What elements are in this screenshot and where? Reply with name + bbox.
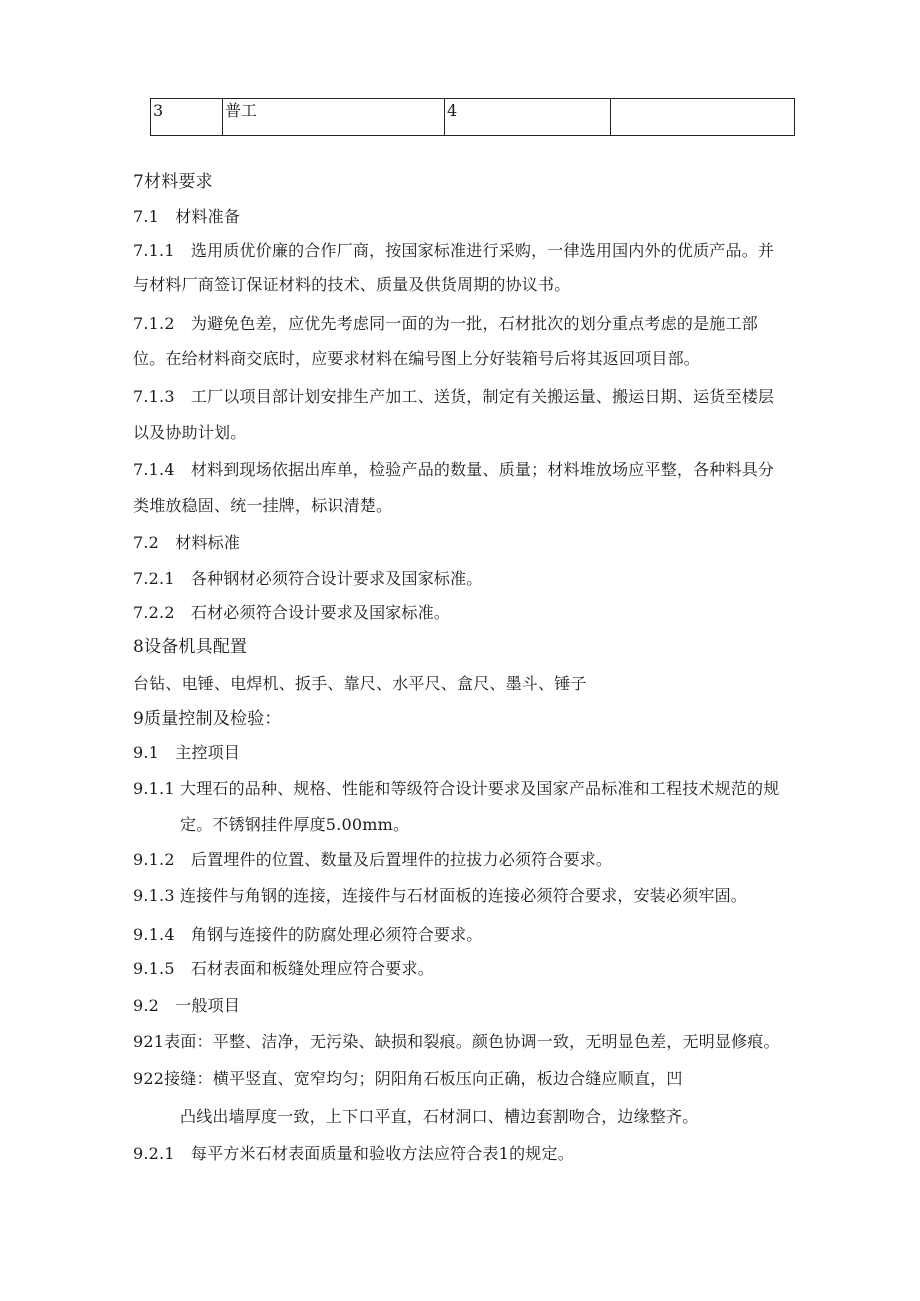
section-9-title: 9质量控制及检验： [133, 709, 282, 729]
table-cell-index: 3 [151, 99, 223, 136]
section-9-2-heading: 9.2 一般项目 [133, 996, 241, 1015]
table-cell-worker-type: 普工 [223, 99, 445, 136]
para-7-1-3-line2: 以及协助计划。 [133, 423, 247, 442]
para-7-1-4-line1: 7.1.4 材料到现场依据出库单，检验产品的数量、质量；材料堆放场应平整，各种料具分 [133, 460, 775, 479]
para-9-1-4: 9.1.4 角钢与连接件的防腐处理必须符合要求。 [133, 925, 483, 944]
para-7-1-1-line2: 与材料厂商签订保证材料的技术、质量及供货周期的协议书。 [133, 275, 571, 294]
para-7-1-3-line1: 7.1.3 工厂以项目部计划安排生产加工、送货，制定有关搬运量、搬运日期、运货至楼层 [133, 387, 775, 406]
para-7-1-4-line2: 类堆放稳固、统一挂牌，标识清楚。 [133, 496, 393, 515]
para-9-2-joints-line1: 922接缝：横平竖直、宽窄均匀；阴阳角石板压向正确，板边合缝应顺直，凹 [133, 1069, 683, 1088]
para-7-2-1: 7.2.1 各种钢材必须符合设计要求及国家标准。 [133, 569, 483, 588]
para-7-1-2-line1: 7.1.2 为避免色差，应优先考虑同一面的为一批，石材批次的划分重点考虑的是施工部 [133, 314, 758, 333]
para-7-2-2: 7.2.2 石材必须符合设计要求及国家标准。 [133, 603, 451, 622]
table-row [151, 99, 795, 136]
para-9-1-1-line1: 9.1.1 大理石的品种、规格、性能和等级符合设计要求及国家产品标准和工程技术规范的规 [133, 779, 780, 798]
para-9-2-1: 9.2.1 每平方米石材表面质量和验收方法应符合表1的规定。 [133, 1144, 574, 1163]
table-cell-remark [611, 99, 795, 136]
para-9-1-3: 9.1.3 连接件与角钢的连接，连接件与石材面板的连接必须符合要求，安装必须牢固。 [133, 886, 747, 905]
para-9-1-2: 9.1.2 后置埋件的位置、数量及后置埋件的拉拔力必须符合要求。 [133, 850, 613, 869]
table-cell-count: 4 [445, 99, 611, 136]
tools-list: 台钻、电锤、电焊机、扳手、靠尺、水平尺、盒尺、墨斗、锤子 [133, 674, 587, 693]
section-8-title: 8设备机具配置 [133, 637, 248, 657]
section-7-2-heading: 7.2 材料标准 [133, 533, 241, 552]
section-7-1-heading: 7.1 材料准备 [133, 207, 241, 226]
para-9-2-joints-line2: 凸线出墙厚度一致，上下口平直，石材洞口、槽边套割吻合，边缘整齐。 [180, 1107, 699, 1126]
para-9-1-5: 9.1.5 石材表面和板缝处理应符合要求。 [133, 959, 434, 978]
section-7-title: 7材料要求 [133, 172, 213, 192]
para-7-1-1-line1: 7.1.1 选用质优价廉的合作厂商，按国家标准进行采购，一律选用国内外的优质产品。并 [133, 241, 775, 260]
section-9-1-heading: 9.1 主控项目 [133, 743, 241, 762]
labor-table [150, 98, 795, 136]
para-9-2-surface: 921表面：平整、洁净，无污染、缺损和裂痕。颜色协调一致，无明显色差，无明显修痕。 [133, 1032, 780, 1051]
para-7-1-2-line2: 位。在给材料商交底时，应要求材料在编号图上分好装箱号后将其返回项目部。 [133, 349, 701, 368]
para-9-1-1-line2: 定。不锈钢挂件厚度5.00mm。 [180, 815, 410, 834]
